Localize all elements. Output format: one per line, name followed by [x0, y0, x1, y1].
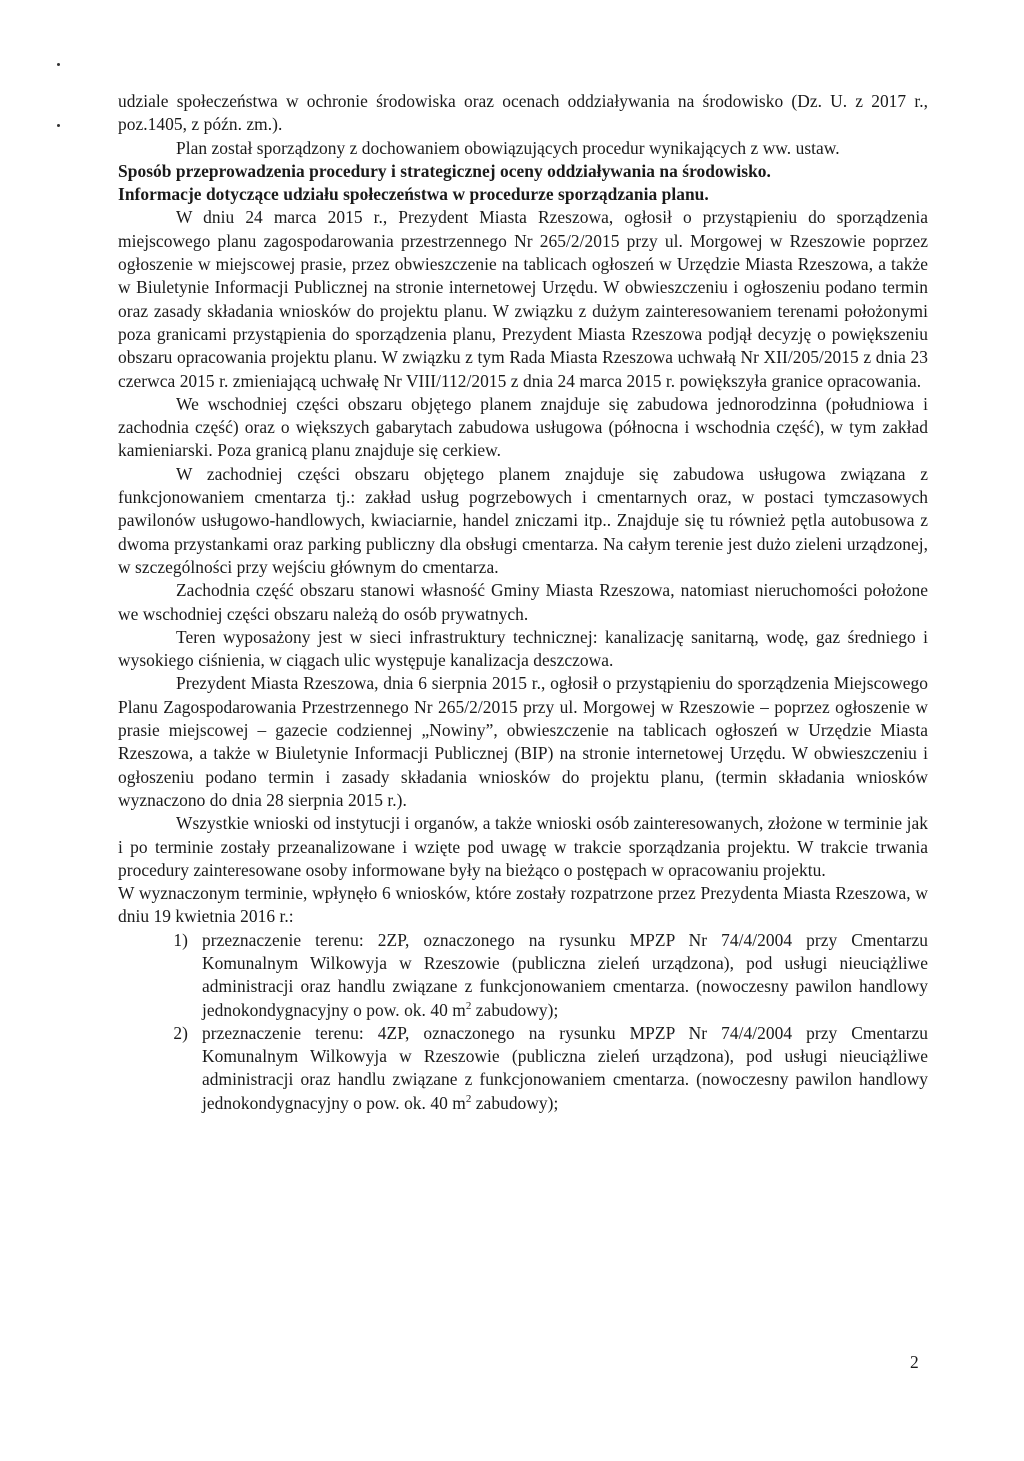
superscript: 2: [465, 1092, 472, 1105]
page-number: 2: [910, 1352, 919, 1372]
paragraph-west-part: W zachodniej części obszaru objętego planem znajduje się zabudowa usługowa związana z funkcjonowaniem cmentarza tj.: zakład usług pogrzebowych i cmentarnych oraz, w postaci tymczasowych pawilonów usługowo-handlowych, kwiaciarnie, handel zniczami itp.. Znajduje się tu również pętla autobusowa z dwoma przystankami oraz parking publiczny dla obsługi cmentarza. Na całym terenie jest dużo zieleni urządzonej, w szczególności przy wejściu głównym do cmentarza.: [118, 463, 928, 577]
paragraph-announcement-august: Prezydent Miasta Rzeszowa, dnia 6 sierpnia 2015 r., ogłosił o przystąpieniu do sporządzenia Miejscowego Planu Zagospodarowania Przestrzennego Nr 265/2/2015 przy ul. Morgowej w Rzeszowie – poprzez ogłoszenie w prasie miejscowej – gazecie codziennej „Nowiny”, obwieszczenie na tablicach ogłoszeń w Urzędzie Miasta Rzeszowa, a także w Biuletynie Informacji Publicznej (BIP) na stronie internetowej Urzędu. W obwieszczeniu i ogłoszeniu podano termin i zasady składania wniosków do projektu planu, (termin składania wniosków wyznaczono do dnia 28 sierpnia 2015 r.).: [118, 673, 928, 810]
paragraph-announcement-march: W dniu 24 marca 2015 r., Prezydent Miasta Rzeszowa, ogłosił o przystąpieniu do sporządzenia miejscowego planu zagospodarowania przestrzennego Nr 265/2/2015 przy ul. Morgowej w Rzeszowie poprzez ogłoszenie w miejscowej prasie, przez obwieszczenie na tablicach ogłoszeń w Urzędzie Miasta Rzeszowa, a także w Biuletynie Informacji Publicznej na stronie internetowej Urzędu. W obwieszczeniu i ogłoszeniu podano termin oraz zasady składania wniosków do projektu planu. W związku z dużym zainteresowaniem terenami położonymi poza granicami przystąpienia do sporządzenia planu, Prezydent Miasta Rzeszowa podjął decyzję o powiększeniu obszaru opracowania projektu planu. W związku z tym Rada Miasta Rzeszowa uchwałą Nr XII/205/2015 z dnia 23 czerwca 2015 r. zmieniającą uchwałę Nr VIII/112/2015 z dnia 24 marca 2015 r. powiększyła granice opracowania.: [118, 207, 928, 391]
superscript: 2: [465, 999, 472, 1012]
requests-list: [118, 929, 928, 1115]
heading-procedure: Sposób przeprowadzenia procedury i strategicznej oceny oddziaływania na środowisko.: [118, 160, 771, 181]
list-item-number: 1): [173, 929, 188, 950]
scan-speck: [57, 124, 60, 127]
paragraph-continuation: udziale społeczeństwa w ochronie środowiska oraz ocenach oddziaływania na środowisko (Dz. U. z 2017 r., poz.1405, z późn. zm.).: [118, 91, 928, 135]
paragraph-infrastructure: Teren wyposażony jest w sieci infrastruktury technicznej: kanalizację sanitarną, wodę, gaz średniego i wysokiego ciśnienia, w ciągach ulic występuje kanalizacja deszczowa.: [118, 626, 928, 671]
document-page: [118, 90, 928, 1115]
paragraph-requests-analysis: Wszystkie wnioski od instytucji i organów, a także wnioski osób zainteresowanych, złożone w terminie jak i po terminie zostały przeanalizowane i wzięte pod uwagę w trakcie sporządzania projektu. W trakcie trwania procedury zainteresowane osoby informowane były na bieżąco o postępach w opracowaniu projektu.: [118, 813, 928, 880]
paragraph-plan-procedure: Plan został sporządzony z dochowaniem obowiązujących procedur wynikających z ww. ustaw.: [176, 137, 840, 158]
list-item: [118, 1022, 928, 1115]
list-item-text: przeznaczenie terenu: 2ZP, oznaczonego na rysunku MPZP Nr 74/4/2004 przy Cmentarzu Komunalnym Wilkowyja w Rzeszowie (publiczna zieleń urządzona), pod usługi nieuciążliwe administracji oraz handlu związane z funkcjonowaniem cmentarza. (nowoczesny pawilon handlowy jednokondygnacyjny o pow. ok. 40 $m^2$ zabudowy);: [202, 929, 928, 1020]
list-item-text: przeznaczenie terenu: 4ZP, oznaczonego na rysunku MPZP Nr 74/4/2004 przy Cmentarzu Komunalnym Wilkowyja w Rzeszowie (publiczna zieleń urządzona), pod usługi nieuciążliwe administracji oraz handlu związane z funkcjonowaniem cmentarza. (nowoczesny pawilon handlowy jednokondygnacyjny o pow. ok. 40 $m^2$ zabudowy);: [202, 1022, 928, 1113]
scan-speck: [57, 63, 60, 66]
heading-public-participation: Informacje dotyczące udziału społeczeństwa w procedurze sporządzania planu.: [118, 184, 709, 205]
paragraph-ownership: Zachodnia część obszaru stanowi własność Gminy Miasta Rzeszowa, natomiast nieruchomości położone we wschodniej części obszaru należą do osób prywatnych.: [118, 580, 928, 624]
list-item-number: 2): [173, 1022, 188, 1043]
paragraph-east-part: We wschodniej części obszaru objętego planem znajduje się zabudowa jednorodzinna (południowa i zachodnia część) oraz o większych gabarytach zabudowa usługowa (północna i wschodnia część), w tym zakład kamieniarski. Poza granicą planu znajduje się cerkiew.: [118, 393, 928, 461]
paragraph-requests-count: W wyznaczonym terminie, wpłynęło 6 wniosków, które zostały rozpatrzone przez Prezydenta Miasta Rzeszowa, w dniu 19 kwietnia 2016 r.:: [118, 883, 928, 927]
list-item: [118, 929, 928, 1022]
